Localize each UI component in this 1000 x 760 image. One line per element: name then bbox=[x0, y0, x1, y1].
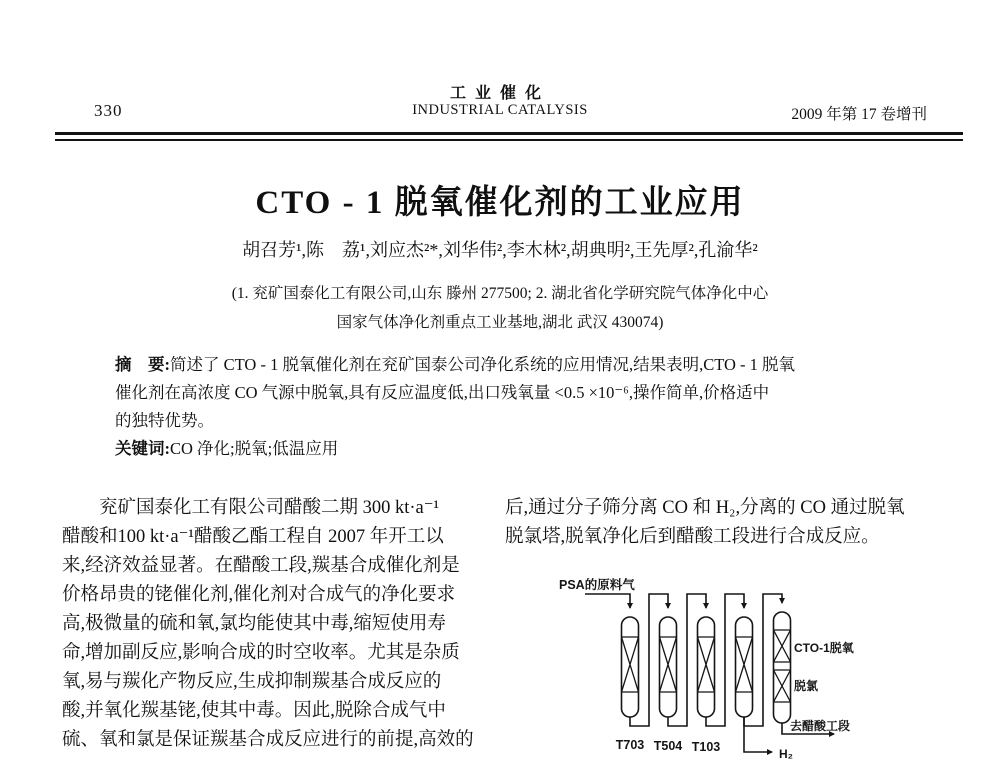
body-left-line: 兖矿国泰化工有限公司醋酸二期 300 kt·a⁻¹ bbox=[99, 498, 440, 518]
bed-label-cto1: CTO-1脱氧 bbox=[794, 641, 854, 655]
journal-title-cn: 工业催化 bbox=[449, 85, 551, 102]
body-left-line: 酸,并氧化羰基铑,使其中毒。因此,脱除合成气中 bbox=[62, 701, 446, 721]
connector-3-4 bbox=[706, 594, 744, 726]
issue-info: 2009 年第 17 卷增刊 bbox=[791, 106, 927, 123]
h2-branch-line bbox=[744, 717, 772, 752]
process-flow-figure bbox=[540, 562, 960, 760]
affiliation-line-1: (1. 兖矿国泰化工有限公司,山东 滕州 277500; 2. 湖北省化学研究院气体净化中心 bbox=[231, 285, 769, 302]
connector-1-2 bbox=[630, 594, 668, 726]
feed-label: PSA的原料气 bbox=[559, 578, 635, 592]
bed-label-dechlor: 脱氯 bbox=[794, 679, 819, 693]
body-left-line: 价格昂贵的铑催化剂,催化剂对合成气的净化要求 bbox=[62, 585, 456, 605]
abstract-line-3: 的独特优势。 bbox=[115, 411, 214, 430]
body-left-line: 命,增加副反应,影响合成的时空收率。尤其是杂质 bbox=[62, 643, 460, 663]
body-right-line: 脱氯塔,脱氧净化后到醋酸工段进行合成反应。 bbox=[505, 527, 880, 547]
body-left-line: 醋酸和100 kt·a⁻¹醋酸乙酯工程自 2007 年开工以 bbox=[62, 527, 444, 547]
vessel-4 bbox=[736, 617, 753, 717]
abstract-label: 摘 要: bbox=[115, 355, 170, 374]
body-left-line: 硫、氧和氯是保证羰基合成反应进行的前提,高效的 bbox=[62, 730, 474, 750]
abstract-line-1 bbox=[115, 351, 897, 379]
abstract-text-1: 简述了 CTO - 1 脱氧催化剂在兖矿国泰公司净化系统的应用情况,结果表明,CTO - 1 脱氧 bbox=[170, 355, 796, 374]
vessel-t504 bbox=[660, 617, 677, 717]
vessel-cto1-tower bbox=[774, 612, 791, 723]
body-right-column bbox=[505, 494, 943, 552]
keywords-line bbox=[115, 435, 897, 463]
column-label-t703: T703 bbox=[615, 738, 645, 752]
affiliation-line-2: 国家气体净化剂重点工业基地,湖北 武汉 430074) bbox=[336, 314, 664, 331]
header-double-rule bbox=[55, 132, 963, 141]
body-left-column bbox=[62, 494, 508, 755]
abstract-block bbox=[115, 351, 897, 463]
h2-label: H₂ bbox=[779, 747, 793, 760]
article-title: CTO - 1 脱氧催化剂的工业应用 bbox=[255, 185, 745, 221]
vessel-t103 bbox=[698, 617, 715, 717]
author-line: 胡召芳¹,陈 荔¹,刘应杰²*,刘华伟²,李木林²,胡典明²,王先厚²,孔渝华² bbox=[242, 240, 758, 260]
page-number: 330 bbox=[94, 101, 123, 120]
keywords-label: 关键词: bbox=[115, 439, 170, 458]
connector-2-3 bbox=[668, 594, 706, 726]
body-right-line: 后,通过分子筛分离 CO 和 H₂,分离的 CO 通过脱氧 bbox=[505, 498, 905, 518]
body-left-line: 高,极微量的硫和氧,氯均能使其中毒,缩短使用寿 bbox=[62, 614, 446, 634]
body-left-line: 氧,易与羰化产物反应,生成抑制羰基合成反应的 bbox=[62, 672, 442, 692]
keywords-text: CO 净化;脱氧;低温应用 bbox=[170, 439, 339, 458]
column-label-t103: T103 bbox=[691, 740, 721, 754]
journal-title-en: INDUSTRIAL CATALYSIS bbox=[412, 102, 588, 118]
outlet-label: 去醋酸工段 bbox=[790, 719, 851, 733]
feed-line bbox=[585, 594, 630, 608]
body-left-line: 来,经济效益显著。在醋酸工段,羰基合成催化剂是 bbox=[62, 556, 460, 576]
abstract-line-2: 催化剂在高浓度 CO 气源中脱氧,具有反应温度低,出口残氧量 <0.5 ×10⁻⁶,操作简单,价格适中 bbox=[115, 383, 770, 402]
vessel-t703 bbox=[622, 617, 639, 717]
column-label-t504: T504 bbox=[653, 739, 683, 753]
process-flow-svg bbox=[540, 562, 960, 760]
